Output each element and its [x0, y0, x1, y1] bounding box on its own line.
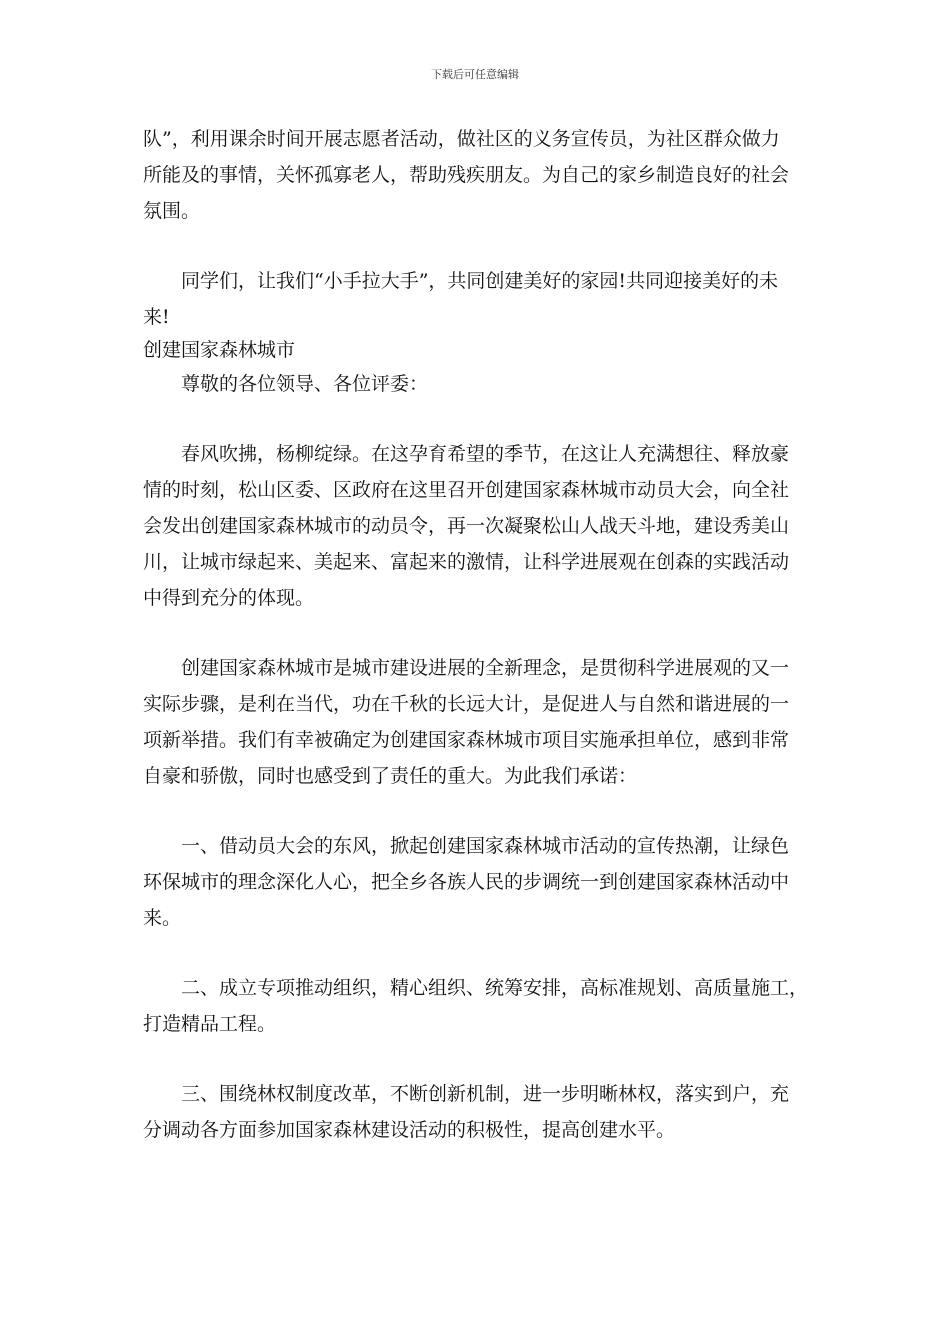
paragraph-1: [143, 121, 815, 229]
text-line: 创建国家森林城市是城市建设进展的全新理念，是贯彻科学进展观的又一: [181, 657, 790, 679]
text-line: 氛围。: [143, 200, 201, 222]
text-line: 春风吹拂，杨柳绽绿。在这孕育希望的季节，在这让人充满想往、释放豪: [181, 443, 790, 465]
text-line: 川，让城市绿起来、美起来、富起来的激情，让科学进展观在创森的实践活动: [143, 551, 790, 573]
text-line: 所能及的事情，关怀孤寡老人，帮助残疾朋友。为自己的家乡制造良好的社会: [143, 164, 790, 186]
text-line: 项新举措。我们有幸被确定为创建国家森林城市项目实施承担单位，感到非常: [143, 729, 790, 751]
paragraph-7: [143, 1076, 815, 1148]
text-line: 来!: [143, 306, 170, 328]
paragraph-6: [143, 970, 815, 1042]
text-line: 队”，利用课余时间开展志愿者活动，做社区的义务宣传员，为社区群众做力: [143, 128, 780, 150]
text-line: 同学们，让我们“小手拉大手”，共同创建美好的家园!共同迎接美好的未: [181, 270, 779, 292]
text-line: 自豪和骄傲，同时也感受到了责任的重大。为此我们承诺：: [143, 765, 638, 787]
text-line: 来。: [143, 907, 182, 929]
text-line: 二、成立专项推动组织，精心组织、统筹安排，高标准规划、高质量施工，: [181, 977, 809, 999]
text-line: 实际步骤，是利在当代，功在千秋的长远大计，是促进人与自然和谐进展的一: [143, 693, 790, 715]
salutation: 尊敬的各位领导、各位评委：: [181, 373, 429, 395]
paragraph-5: [143, 828, 815, 936]
paragraph-2: [143, 263, 815, 335]
text-line: 中得到充分的体现。: [143, 587, 315, 609]
text-line: 分调动各方面参加国家森林建设活动的积极性，提高创建水平。: [143, 1119, 676, 1141]
page-header: 下载后可任意编辑: [431, 68, 519, 81]
paragraph-3: [143, 436, 815, 616]
paragraph-4: [143, 650, 815, 794]
text-line: 一、借动员大会的东风，掀起创建国家森林城市活动的宣传热潮，让绿色: [181, 835, 790, 857]
text-line: 会发出创建国家森林城市的动员令，再一次凝聚松山人战天斗地，建设秀美山: [143, 515, 790, 537]
text-line: 环保城市的理念深化人心，把全乡各族人民的步调统一到创建国家森林活动中: [143, 871, 790, 893]
text-line: 打造精品工程。: [143, 1013, 277, 1035]
text-line: 三、围绕林权制度改革，不断创新机制，进一步明晰林权，落实到户，充: [181, 1083, 790, 1105]
document-body: [143, 121, 815, 1148]
text-line: 情的时刻，松山区委、区政府在这里召开创建国家森林城市动员大会，向全社: [143, 479, 790, 501]
document-title: 创建国家森林城市: [143, 339, 296, 361]
